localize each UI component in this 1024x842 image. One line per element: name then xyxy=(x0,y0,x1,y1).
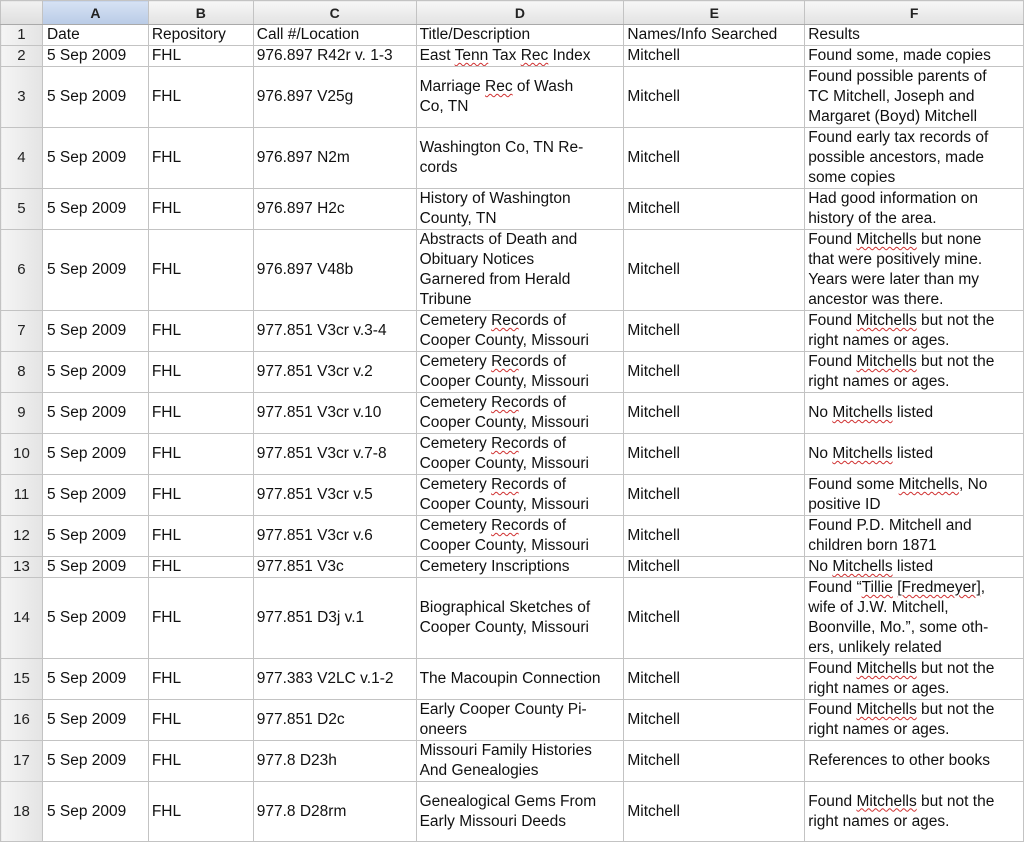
column-header-d[interactable]: D xyxy=(416,1,624,25)
cell-e[interactable]: Mitchell xyxy=(624,189,805,230)
sheet-row xyxy=(1,230,1024,311)
cell-e[interactable]: Mitchell xyxy=(624,700,805,741)
sheet-row xyxy=(1,311,1024,352)
cell-a[interactable]: 5 Sep 2009 xyxy=(42,230,148,311)
cell-c[interactable]: Call #/Location xyxy=(253,25,416,46)
cell-f[interactable]: No Mitchells listed xyxy=(805,557,1024,578)
row-header[interactable]: 2 xyxy=(1,46,43,67)
spellcheck-word: Rec xyxy=(491,435,519,452)
spellcheck-word: [Fredmeyer] xyxy=(897,579,981,596)
cell-a[interactable]: 5 Sep 2009 xyxy=(42,434,148,475)
cell-b[interactable]: FHL xyxy=(148,557,253,578)
cell-a[interactable]: 5 Sep 2009 xyxy=(42,128,148,189)
row-header[interactable]: 13 xyxy=(1,557,43,578)
cell-b[interactable]: FHL xyxy=(148,700,253,741)
spellcheck-word: Mitchells xyxy=(832,404,893,421)
column-header-b[interactable]: B xyxy=(148,1,253,25)
row-header[interactable]: 6 xyxy=(1,230,43,311)
cell-f[interactable]: Found possible parents of TC Mitchell, Joseph and Margaret (Boyd) Mitchell xyxy=(805,67,1024,128)
cell-f[interactable]: Found Mitchells but not the right names or ages. xyxy=(805,659,1024,700)
sheet-body xyxy=(1,25,1024,842)
column-header-e[interactable]: E xyxy=(624,1,805,25)
cell-c[interactable]: 977.8 D28rm xyxy=(253,782,416,842)
cell-b[interactable]: FHL xyxy=(148,189,253,230)
cell-d[interactable]: Cemetery Inscriptions xyxy=(416,557,624,578)
cell-a[interactable]: 5 Sep 2009 xyxy=(42,393,148,434)
cell-d[interactable]: Cemetery Records of Cooper County, Missouri xyxy=(416,311,624,352)
cell-c[interactable]: 977.851 V3cr v.10 xyxy=(253,393,416,434)
cell-b[interactable]: FHL xyxy=(148,393,253,434)
column-header-c[interactable]: C xyxy=(253,1,416,25)
cell-c[interactable]: 977.851 D3j v.1 xyxy=(253,578,416,659)
row-header[interactable]: 15 xyxy=(1,659,43,700)
sheet-row xyxy=(1,475,1024,516)
spellcheck-word: Mitchells xyxy=(856,231,917,248)
cell-f[interactable]: Found some, made copies xyxy=(805,46,1024,67)
cell-b[interactable]: FHL xyxy=(148,311,253,352)
cell-b[interactable]: FHL xyxy=(148,128,253,189)
cell-f[interactable]: Found Mitchells but none that were positively mine. Years were later than my ancestor was there. xyxy=(805,230,1024,311)
select-all-corner[interactable] xyxy=(1,1,43,25)
cell-b[interactable]: FHL xyxy=(148,434,253,475)
cell-d[interactable]: Title/Description xyxy=(416,25,624,46)
cell-f[interactable]: Found early tax records of possible ancestors, made some copies xyxy=(805,128,1024,189)
sheet-row xyxy=(1,578,1024,659)
cell-e[interactable]: Mitchell xyxy=(624,782,805,842)
sheet-row xyxy=(1,46,1024,67)
cell-c[interactable]: 977.383 V2LC v.1-2 xyxy=(253,659,416,700)
cell-a[interactable]: 5 Sep 2009 xyxy=(42,700,148,741)
row-header[interactable]: 3 xyxy=(1,67,43,128)
cell-e[interactable]: Mitchell xyxy=(624,557,805,578)
cell-a[interactable]: 5 Sep 2009 xyxy=(42,782,148,842)
cell-e[interactable]: Mitchell xyxy=(624,46,805,67)
cell-c[interactable]: 977.851 V3cr v.3-4 xyxy=(253,311,416,352)
cell-f[interactable]: Found Mitchells but not the right names or ages. xyxy=(805,352,1024,393)
spellcheck-word: Mitchells xyxy=(856,312,917,329)
row-header[interactable]: 9 xyxy=(1,393,43,434)
cell-b[interactable]: FHL xyxy=(148,782,253,842)
row-header[interactable]: 1 xyxy=(1,25,43,46)
cell-d[interactable]: The Macoupin Connection xyxy=(416,659,624,700)
sheet-row xyxy=(1,516,1024,557)
cell-e[interactable]: Mitchell xyxy=(624,434,805,475)
cell-e[interactable]: Mitchell xyxy=(624,311,805,352)
cell-d[interactable]: Cemetery Records of Cooper County, Missouri xyxy=(416,516,624,557)
cell-a[interactable]: 5 Sep 2009 xyxy=(42,475,148,516)
cell-c[interactable]: 976.897 H2c xyxy=(253,189,416,230)
cell-d[interactable]: Washington Co, TN Re- cords xyxy=(416,128,624,189)
cell-b[interactable]: Repository xyxy=(148,25,253,46)
cell-f[interactable]: Found some Mitchells, No positive ID xyxy=(805,475,1024,516)
cell-a[interactable]: 5 Sep 2009 xyxy=(42,659,148,700)
row-header[interactable]: 16 xyxy=(1,700,43,741)
spellcheck-word: Rec xyxy=(520,47,549,64)
cell-c[interactable]: 977.851 V3cr v.5 xyxy=(253,475,416,516)
sheet-row xyxy=(1,352,1024,393)
cell-d[interactable]: Biographical Sketches of Cooper County, Missouri xyxy=(416,578,624,659)
sheet-row xyxy=(1,128,1024,189)
spellcheck-word: Rec xyxy=(491,476,519,493)
cell-b[interactable]: FHL xyxy=(148,741,253,782)
column-header-row xyxy=(1,1,1024,25)
cell-f[interactable]: No Mitchells listed xyxy=(805,434,1024,475)
cell-d[interactable]: History of Washington County, TN xyxy=(416,189,624,230)
cell-d[interactable]: Marriage Rec of Wash Co, TN xyxy=(416,67,624,128)
cell-a[interactable]: 5 Sep 2009 xyxy=(42,516,148,557)
spellcheck-word: Mitchells xyxy=(832,445,893,462)
cell-e[interactable]: Mitchell xyxy=(624,578,805,659)
sheet-row xyxy=(1,741,1024,782)
cell-e[interactable]: Mitchell xyxy=(624,393,805,434)
cell-e[interactable]: Mitchell xyxy=(624,128,805,189)
cell-d[interactable]: East Tenn Tax Rec Index xyxy=(416,46,624,67)
spellcheck-word: Mitchells xyxy=(832,558,893,575)
spellcheck-word: Rec xyxy=(491,353,519,370)
cell-c[interactable]: 977.851 V3cr v.7-8 xyxy=(253,434,416,475)
sheet-row xyxy=(1,189,1024,230)
cell-c[interactable]: 976.897 R42r v. 1-3 xyxy=(253,46,416,67)
spellcheck-word: Rec xyxy=(491,394,519,411)
spellcheck-word: Mitchells xyxy=(898,476,959,493)
cell-c[interactable]: 977.851 V3c xyxy=(253,557,416,578)
sheet-row xyxy=(1,700,1024,741)
cell-e[interactable]: Mitchell xyxy=(624,741,805,782)
cell-c[interactable]: 977.851 D2c xyxy=(253,700,416,741)
cell-b[interactable]: FHL xyxy=(148,46,253,67)
spellcheck-word: Mitchells xyxy=(856,701,917,718)
spellcheck-word: Rec xyxy=(491,312,519,329)
sheet-row xyxy=(1,434,1024,475)
cell-d[interactable]: Genealogical Gems From Early Missouri Deeds xyxy=(416,782,624,842)
spellcheck-word: Tillie xyxy=(861,579,893,596)
cell-f[interactable]: No Mitchells listed xyxy=(805,393,1024,434)
cell-f[interactable]: References to other books xyxy=(805,741,1024,782)
cell-f[interactable]: Had good information on history of the area. xyxy=(805,189,1024,230)
row-header[interactable]: 18 xyxy=(1,782,43,842)
spellcheck-word: Mitchells xyxy=(856,660,917,677)
cell-c[interactable]: 977.851 V3cr v.2 xyxy=(253,352,416,393)
cell-c[interactable]: 976.897 V25g xyxy=(253,67,416,128)
spellcheck-word: Tenn xyxy=(454,47,489,64)
column-header-a[interactable]: A xyxy=(42,1,148,25)
cell-f[interactable]: Found Mitchells but not the right names or ages. xyxy=(805,700,1024,741)
sheet-row xyxy=(1,557,1024,578)
cell-b[interactable]: FHL xyxy=(148,475,253,516)
cell-e[interactable]: Mitchell xyxy=(624,475,805,516)
cell-a[interactable]: 5 Sep 2009 xyxy=(42,311,148,352)
cell-a[interactable]: 5 Sep 2009 xyxy=(42,557,148,578)
cell-e[interactable]: Mitchell xyxy=(624,659,805,700)
cell-d[interactable]: Cemetery Records of Cooper County, Missouri xyxy=(416,393,624,434)
cell-d[interactable]: Early Cooper County Pi- oneers xyxy=(416,700,624,741)
column-header-f[interactable]: F xyxy=(805,1,1024,25)
cell-a[interactable]: 5 Sep 2009 xyxy=(42,67,148,128)
cell-d[interactable]: Abstracts of Death and Obituary Notices Garnered from Herald Tribune xyxy=(416,230,624,311)
cell-b[interactable]: FHL xyxy=(148,67,253,128)
row-header[interactable]: 10 xyxy=(1,434,43,475)
spellcheck-word: Rec xyxy=(491,517,519,534)
cell-c[interactable]: 977.851 V3cr v.6 xyxy=(253,516,416,557)
cell-a[interactable]: 5 Sep 2009 xyxy=(42,189,148,230)
cell-a[interactable]: 5 Sep 2009 xyxy=(42,46,148,67)
cell-e[interactable]: Mitchell xyxy=(624,352,805,393)
cell-d[interactable]: Missouri Family Histories And Genealogies xyxy=(416,741,624,782)
row-header[interactable]: 17 xyxy=(1,741,43,782)
cell-b[interactable]: FHL xyxy=(148,516,253,557)
cell-b[interactable]: FHL xyxy=(148,352,253,393)
cell-f[interactable]: Results xyxy=(805,25,1024,46)
sheet-row xyxy=(1,659,1024,700)
row-header[interactable]: 8 xyxy=(1,352,43,393)
spellcheck-word: Mitchells xyxy=(856,353,917,370)
cell-e[interactable]: Mitchell xyxy=(624,516,805,557)
cell-d[interactable]: Cemetery Records of Cooper County, Missouri xyxy=(416,475,624,516)
cell-b[interactable]: FHL xyxy=(148,230,253,311)
row-header[interactable]: 5 xyxy=(1,189,43,230)
cell-c[interactable]: 976.897 N2m xyxy=(253,128,416,189)
cell-a[interactable]: 5 Sep 2009 xyxy=(42,741,148,782)
spellcheck-word: Mitchells xyxy=(856,792,917,810)
cell-a[interactable]: 5 Sep 2009 xyxy=(42,578,148,659)
cell-f[interactable]: Found Mitchells but not the right names or ages. xyxy=(805,311,1024,352)
cell-d[interactable]: Cemetery Records of Cooper County, Missouri xyxy=(416,434,624,475)
sheet-row xyxy=(1,25,1024,46)
sheet-row xyxy=(1,782,1024,842)
cell-e[interactable]: Mitchell xyxy=(624,67,805,128)
cell-a[interactable]: Date xyxy=(42,25,148,46)
cell-e[interactable]: Names/Info Searched xyxy=(624,25,805,46)
spellcheck-word: Rec xyxy=(485,78,513,95)
cell-c[interactable]: 976.897 V48b xyxy=(253,230,416,311)
cell-c[interactable]: 977.8 D23h xyxy=(253,741,416,782)
cell-f[interactable]: Found Mitchells but not the right names or ages. xyxy=(805,782,1024,842)
cell-e[interactable]: Mitchell xyxy=(624,230,805,311)
sheet-row xyxy=(1,393,1024,434)
sheet-row xyxy=(1,67,1024,128)
row-header[interactable]: 12 xyxy=(1,516,43,557)
row-header[interactable]: 4 xyxy=(1,128,43,189)
cell-d[interactable]: Cemetery Records of Cooper County, Missouri xyxy=(416,352,624,393)
row-header[interactable]: 14 xyxy=(1,578,43,659)
cell-b[interactable]: FHL xyxy=(148,659,253,700)
cell-b[interactable]: FHL xyxy=(148,578,253,659)
cell-f[interactable]: Found “Tillie [Fredmeyer], wife of J.W. Mitchell, Boonville, Mo.”, some oth- ers, unlikely related xyxy=(805,578,1024,659)
row-header[interactable]: 7 xyxy=(1,311,43,352)
cell-a[interactable]: 5 Sep 2009 xyxy=(42,352,148,393)
row-header[interactable]: 11 xyxy=(1,475,43,516)
cell-f[interactable]: Found P.D. Mitchell and children born 1871 xyxy=(805,516,1024,557)
